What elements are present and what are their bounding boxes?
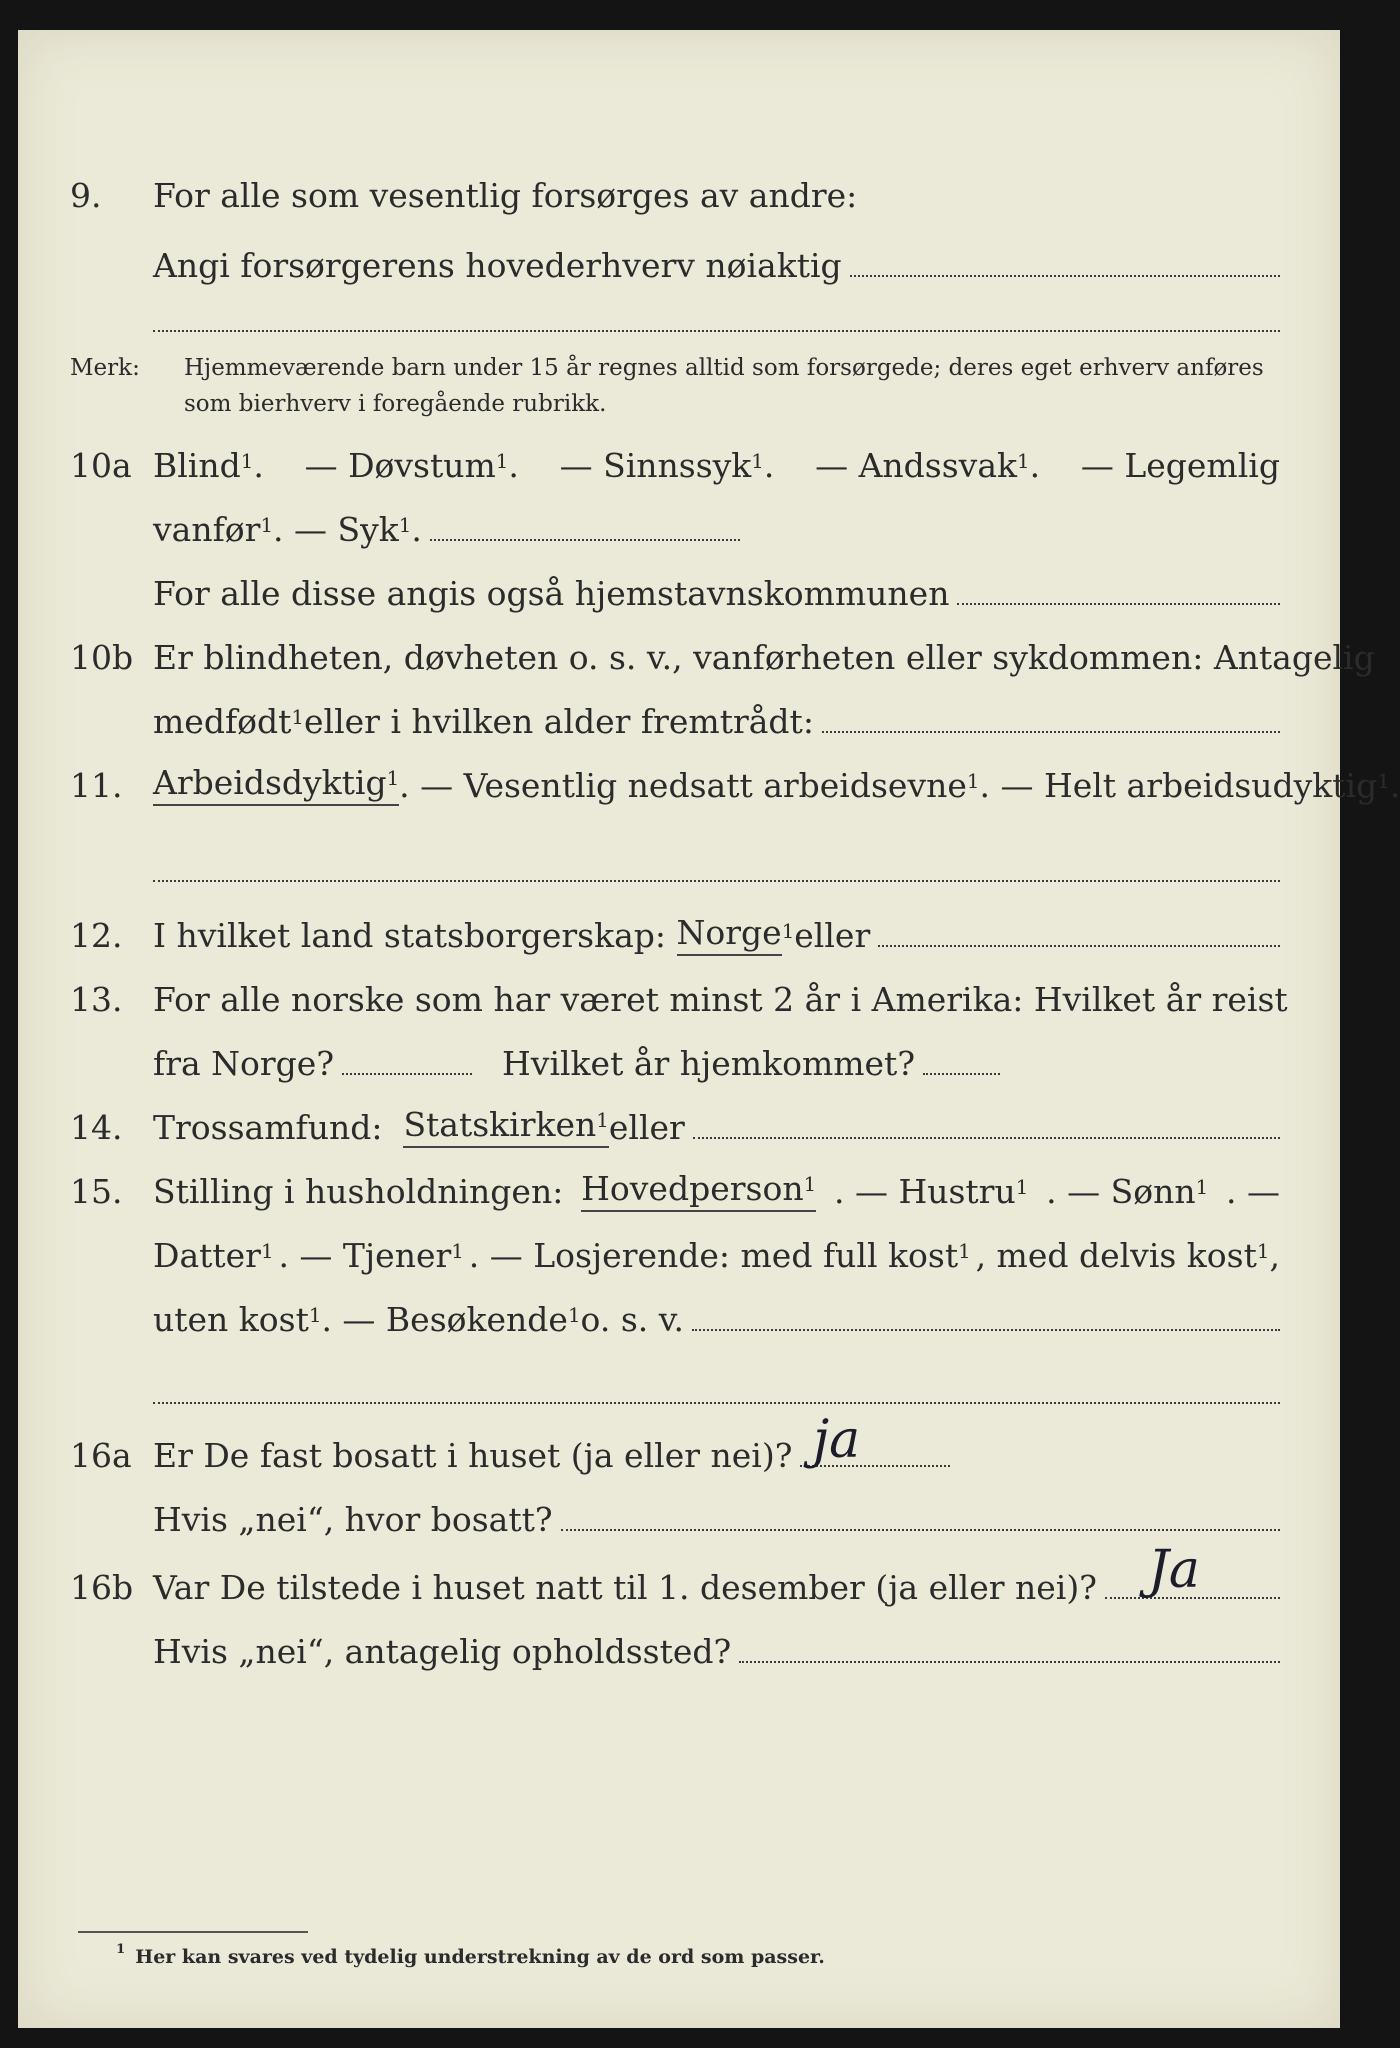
q10a-opt-dovstum[interactable]: — Døvstum$^1$. — [304, 446, 519, 485]
footnote-rule — [78, 1931, 308, 1933]
q13-reist-field[interactable] — [342, 1073, 472, 1075]
q15-line3: uten kost$^1$ . — Besøkende$^1$ o. s. v. — [18, 1294, 1340, 1346]
q15-opt-besokende[interactable]: . — Besøkende$^1$ — [321, 1300, 581, 1339]
q15-opt-hovedperson[interactable]: Hovedperson$^1$ — [581, 1169, 816, 1212]
q15-line2 — [18, 1230, 1340, 1282]
q10a-opt-legemlig[interactable]: — Legemlig — [1080, 446, 1280, 485]
q11-number: 11. — [70, 766, 123, 805]
q16a-number: 16a — [70, 1436, 132, 1475]
q10a-opt-sinnssyk[interactable]: — Sinnssyk$^1$. — [559, 446, 775, 485]
q15-opt-tjener[interactable]: . — Tjener$^1$ — [278, 1236, 464, 1275]
q10a-line3 — [18, 568, 1340, 620]
q10a-opt-syk[interactable]: . — Syk$^1$. — [273, 510, 422, 549]
q10a-line1 — [18, 440, 1340, 492]
q15-opt-hustru[interactable]: . — Hustru$^1$ — [833, 1172, 1029, 1211]
q16a-bosatt-prompt: Hvis „nei“, hvor bosatt? — [153, 1500, 553, 1539]
q10b-text: Er blindheten, døvheten o. s. v., vanførheten eller sykdommen: Antagelig — [153, 638, 1375, 677]
q11-line — [18, 760, 1400, 812]
q10a-syk-field[interactable] — [430, 539, 740, 541]
q10b-line1 — [18, 632, 1375, 684]
q13-line1 — [18, 974, 1340, 1026]
q10a-hjemstavn-prompt: For alle disse angis også hjemstavnskommunen — [153, 574, 950, 613]
q10a-hjemstavn-field[interactable] — [957, 603, 1280, 605]
q13-hjemkommet-prompt: Hvilket år hjemkommet? — [502, 1044, 916, 1083]
merk-text: Hjemmeværende barn under 15 år regnes alltid som forsørgede; deres eget erhverv anføres som bierhverv i foregående rubrikk. — [184, 355, 1264, 417]
q16a-line1 — [18, 1410, 1340, 1482]
footnote — [116, 1942, 825, 1968]
q14-trossamfund-field[interactable] — [693, 1137, 1280, 1139]
q16a-prompt: Er De fast bosatt i huset (ja eller nei)? — [153, 1436, 793, 1475]
q15-number: 15. — [70, 1172, 123, 1211]
q12-land-field[interactable] — [878, 945, 1280, 947]
q15-opt-full-kost[interactable]: . — Losjerende: med full kost$^1$ — [468, 1236, 971, 1275]
q9-text: For alle som vesentlig forsørges av andre: — [153, 176, 858, 215]
q15-opt-datter[interactable]: Datter$^1$ — [153, 1236, 274, 1275]
q11-opt-arbeidsdyktig[interactable]: Arbeidsdyktig$^1$ — [153, 763, 399, 806]
q11-opt-nedsatt[interactable]: . — Vesentlig nedsatt arbeidsevne$^1$ — [399, 766, 980, 805]
q10b-number: 10b — [70, 638, 134, 677]
q9-extra-line[interactable] — [153, 330, 1280, 332]
q13-number: 13. — [70, 980, 123, 1019]
q14-opt-statskirken[interactable]: Statskirken$^1$ — [403, 1105, 608, 1148]
q15-opt-sonn[interactable]: . — Sønn$^1$ — [1046, 1172, 1209, 1211]
q16a-line2 — [18, 1494, 1340, 1546]
q16a-handwritten-answer: ja — [813, 1410, 861, 1470]
q12-opt-norge[interactable]: Norge — [677, 913, 782, 956]
q12-line: 12. I hvilket land statsborgerskap: Norge $^1$ eller — [18, 910, 1340, 962]
q12-tail: eller — [794, 916, 871, 955]
census-form-page — [18, 30, 1400, 2028]
footnote-mark: 1 — [116, 1942, 126, 1957]
q16b-opphold-prompt: Hvis „nei“, antagelig opholdssted? — [153, 1632, 732, 1671]
q9-number: 9. — [70, 176, 102, 215]
q13-hjemkommet-field[interactable] — [923, 1073, 1000, 1075]
q9-line2 — [18, 240, 1340, 292]
q10b-opt-medfodt[interactable]: medfødt$^1$ — [153, 702, 305, 741]
q11-opt-udyktig[interactable]: . — Helt arbeidsudyktig$^1$. — [979, 766, 1400, 805]
q11-extra-line[interactable] — [153, 880, 1280, 882]
footnote-text: Her kan svares ved tydelig understrekning av de ord som passer. — [135, 1946, 825, 1968]
q15-prompt: Stilling i husholdningen: — [153, 1172, 564, 1211]
q13-line2 — [18, 1038, 1340, 1090]
q15-extra-line[interactable] — [153, 1402, 1280, 1404]
q15-opt-delvis-kost[interactable]: , med delvis kost$^1$, — [975, 1236, 1280, 1275]
q13-reist-prompt: fra Norge? — [153, 1044, 335, 1083]
q10a-line2 — [18, 504, 1340, 556]
q14-prompt: Trossamfund: — [153, 1108, 383, 1147]
q16b-prompt: Var De tilstede i huset natt til 1. desember (ja eller nei)? — [153, 1568, 1097, 1607]
q10a-opt-andssvak[interactable]: — Andssvak$^1$. — [815, 446, 1041, 485]
q15-stilling-field[interactable] — [692, 1329, 1280, 1331]
q16a-bosatt-field[interactable] — [561, 1529, 1280, 1531]
q9-answer-field[interactable] — [850, 275, 1280, 277]
q10b-alder-field[interactable] — [822, 731, 1280, 733]
q12-number: 12. — [70, 916, 123, 955]
q14-line — [18, 1102, 1340, 1154]
q15-line1: 15. Stilling i husholdningen: Hovedperson$^1$ . — Hustru$^1$ . — Sønn$^1$ . — — [70, 1169, 1280, 1211]
q9-prompt: Angi forsørgerens hovederhverv nøiaktig — [153, 246, 842, 285]
q14-number: 14. — [70, 1108, 123, 1147]
q12-prompt: I hvilket land statsborgerskap: — [153, 916, 667, 955]
q10a-opt-blind[interactable]: Blind$^1$. — [153, 446, 264, 485]
merk-label: Merk: — [70, 355, 140, 381]
q15-opt-uten-kost[interactable]: uten kost$^1$ — [153, 1300, 322, 1339]
q10a-number: 10a — [70, 446, 132, 485]
merk-note — [70, 350, 1280, 422]
q10b-alder-prompt: eller i hvilken alder fremtrådt: — [304, 702, 814, 741]
q16b-handwritten-answer: Ja — [1148, 1540, 1200, 1600]
q9-line1 — [18, 170, 1340, 222]
q16b-opphold-field[interactable] — [739, 1661, 1280, 1663]
q10b-line2 — [18, 696, 1340, 748]
q16b-line2 — [18, 1626, 1340, 1678]
q16b-line1 — [18, 1540, 1340, 1614]
q10a-opt-vanfor[interactable]: vanfør$^1$ — [153, 510, 274, 549]
q14-tail: eller — [608, 1108, 685, 1147]
q13-text: For alle norske som har været minst 2 år i Amerika: Hvilket år reist — [153, 980, 1288, 1019]
q16b-number: 16b — [70, 1568, 134, 1607]
